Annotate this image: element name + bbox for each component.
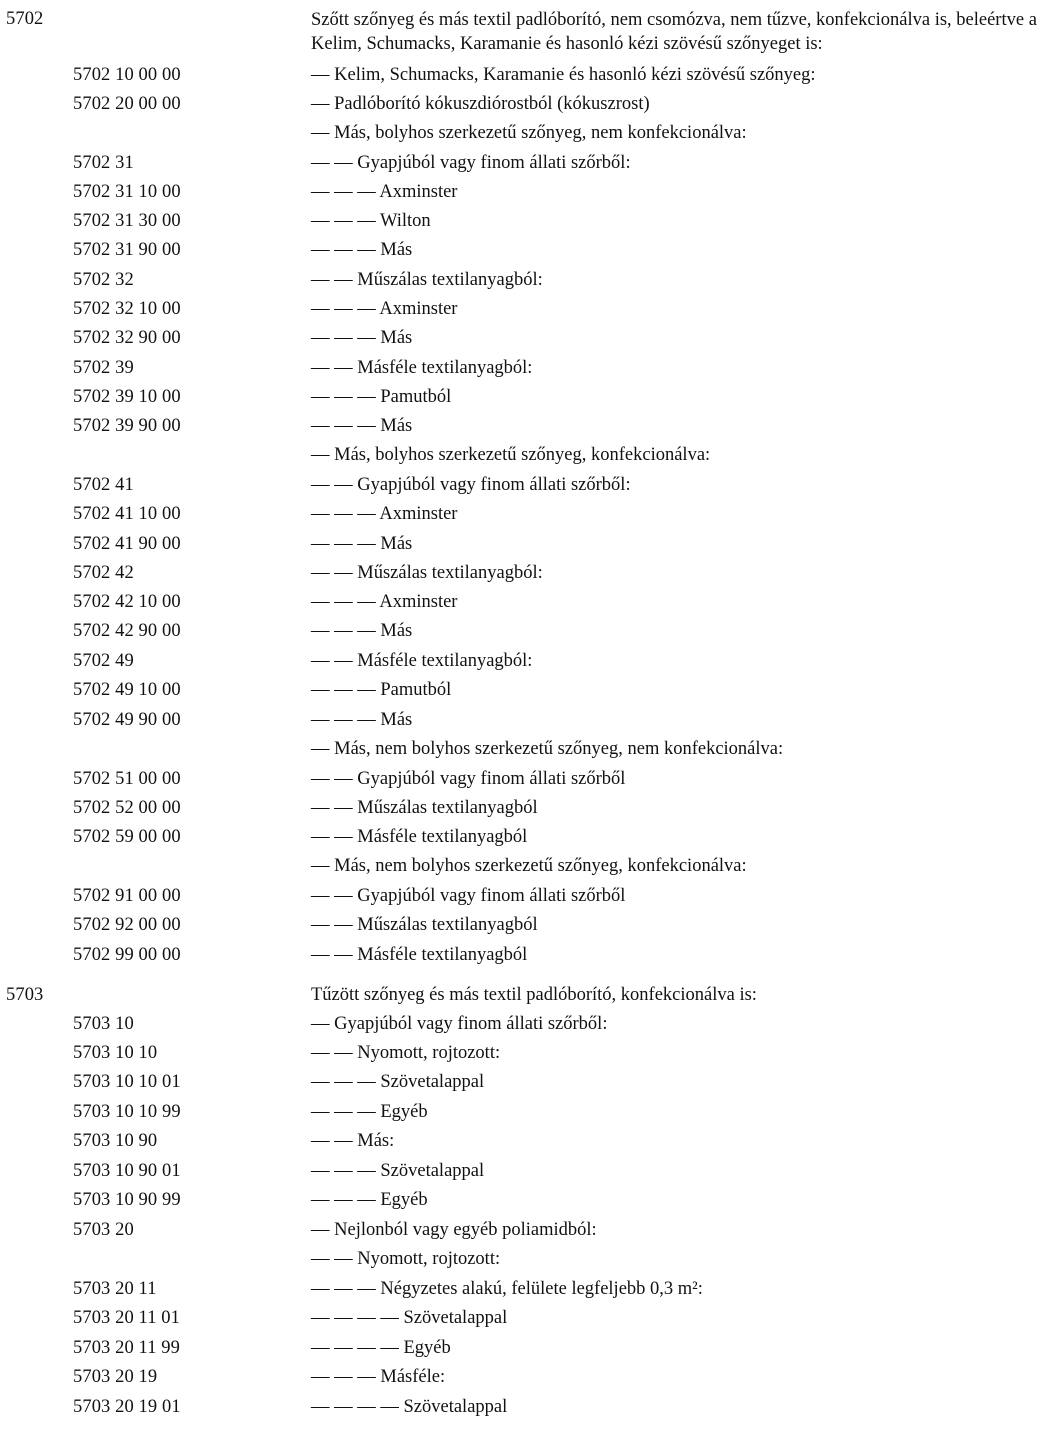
tariff-description: — — — — Szövetalappal — [311, 1308, 508, 1328]
tariff-description: — — — Más — [311, 416, 413, 436]
tariff-description: — — — — Egyéb — [311, 1338, 451, 1358]
tariff-description: — — Gyapjúból vagy finom állati szőrből: — [311, 475, 631, 495]
heading-code: 5703 — [6, 985, 44, 1005]
tariff-description: — — — Más — [311, 621, 413, 641]
tariff-description: — — Gyapjúból vagy finom állati szőrből — [311, 886, 626, 906]
tariff-row — [0, 591, 1056, 620]
tariff-row — [0, 885, 1056, 914]
tariff-description: — — Másféle textilanyagból — [311, 827, 528, 847]
heading-description: Tűzött szőnyeg és más textil padlóborító, konfekcionálva is: — [311, 985, 757, 1005]
tariff-description: — — Más: — [311, 1131, 395, 1151]
tariff-code: 5702 20 00 00 — [73, 94, 181, 114]
tariff-description: — — — Axminster — [311, 299, 458, 319]
tariff-row — [0, 1307, 1056, 1336]
tariff-description: — — — Más — [311, 328, 413, 348]
tariff-code: 5702 42 90 00 — [73, 621, 181, 641]
tariff-row — [0, 298, 1056, 327]
tariff-code: 5703 10 90 — [73, 1131, 158, 1151]
tariff-code: 5702 49 10 00 — [73, 680, 181, 700]
tariff-code: 5703 10 10 01 — [73, 1072, 181, 1092]
tariff-row — [0, 269, 1056, 298]
tariff-description: — — Másféle textilanyagból — [311, 945, 528, 965]
tariff-description: — — — Más — [311, 534, 413, 554]
tariff-description: — — — Wilton — [311, 211, 431, 231]
tariff-row — [0, 1160, 1056, 1189]
tariff-row — [0, 1248, 1056, 1277]
tariff-row — [0, 1042, 1056, 1071]
tariff-row — [0, 1071, 1056, 1100]
tariff-description: — — Másféle textilanyagból: — [311, 358, 533, 378]
tariff-code: 5702 31 — [73, 153, 134, 173]
tariff-code: 5703 20 11 99 — [73, 1338, 180, 1358]
tariff-code: 5702 99 00 00 — [73, 945, 181, 965]
tariff-description: — — Műszálas textilanyagból: — [311, 270, 543, 290]
tariff-description: — — Nyomott, rojtozott: — [311, 1249, 501, 1269]
tariff-description: — Más, bolyhos szerkezetű szőnyeg, konfekcionálva: — [311, 445, 711, 465]
tariff-description: — — — — Szövetalappal — [311, 1397, 508, 1417]
tariff-description: — — — Szövetalappal — [311, 1072, 485, 1092]
tariff-row — [0, 738, 1056, 767]
tariff-description: — Nejlonból vagy egyéb poliamidból: — [311, 1220, 597, 1240]
tariff-description: — — Műszálas textilanyagból: — [311, 563, 543, 583]
tariff-description: — — — Axminster — [311, 504, 458, 524]
heading-description: Szőtt szőnyeg és más textil padlóborító, nem csomózva, nem tűzve, konfekcionálva is, beleértve a Kelim, Schumacks, Karamanie és hasonló kézi szövésű szőnyeget is: — [311, 10, 1037, 54]
tariff-code: 5702 10 00 00 — [73, 65, 181, 85]
tariff-description: — — Nyomott, rojtozott: — [311, 1043, 501, 1063]
tariff-description: — — — Axminster — [311, 182, 458, 202]
tariff-code: 5703 20 11 01 — [73, 1308, 180, 1328]
tariff-code: 5702 51 00 00 — [73, 769, 181, 789]
tariff-row — [0, 797, 1056, 826]
tariff-description: — — Műszálas textilanyagból — [311, 798, 538, 818]
tariff-code: 5702 52 00 00 — [73, 798, 181, 818]
tariff-row — [0, 1130, 1056, 1159]
heading-row — [0, 8, 1056, 54]
tariff-code: 5702 91 00 00 — [73, 886, 181, 906]
tariff-row — [0, 327, 1056, 356]
tariff-description: — — — Egyéb — [311, 1190, 428, 1210]
tariff-description: — — — Másféle: — [311, 1367, 446, 1387]
tariff-description: — — Gyapjúból vagy finom állati szőrből — [311, 769, 626, 789]
tariff-row — [0, 709, 1056, 738]
tariff-row — [0, 1366, 1056, 1395]
tariff-row — [0, 533, 1056, 562]
tariff-row — [0, 1013, 1056, 1042]
tariff-description: — — — Egyéb — [311, 1102, 428, 1122]
tariff-code: 5702 39 90 00 — [73, 416, 181, 436]
tariff-description: — — — Négyzetes alakú, felülete legfeljebb 0,3 m²: — [311, 1279, 703, 1299]
tariff-row — [0, 620, 1056, 649]
tariff-description: — — — Szövetalappal — [311, 1161, 485, 1181]
tariff-code: 5702 41 90 00 — [73, 534, 181, 554]
tariff-code: 5702 32 — [73, 270, 134, 290]
tariff-code: 5702 39 10 00 — [73, 387, 181, 407]
tariff-row — [0, 679, 1056, 708]
tariff-description: — Más, nem bolyhos szerkezetű szőnyeg, konfekcionálva: — [311, 856, 747, 876]
tariff-row — [0, 415, 1056, 444]
tariff-code: 5702 32 10 00 — [73, 299, 181, 319]
tariff-row — [0, 64, 1056, 93]
tariff-description: — — — Pamutból — [311, 387, 452, 407]
tariff-code: 5703 20 19 — [73, 1367, 158, 1387]
tariff-code: 5703 10 90 01 — [73, 1161, 181, 1181]
tariff-description: — — — Pamutból — [311, 680, 452, 700]
tariff-row — [0, 650, 1056, 679]
tariff-row — [0, 357, 1056, 386]
tariff-code: 5702 41 10 00 — [73, 504, 181, 524]
tariff-code: 5703 20 — [73, 1220, 134, 1240]
tariff-code: 5702 32 90 00 — [73, 328, 181, 348]
tariff-code: 5702 31 10 00 — [73, 182, 181, 202]
tariff-code: 5703 10 10 99 — [73, 1102, 181, 1122]
tariff-code: 5702 42 — [73, 563, 134, 583]
tariff-row — [0, 768, 1056, 797]
tariff-row — [0, 152, 1056, 181]
tariff-code: 5702 31 30 00 — [73, 211, 181, 231]
tariff-row — [0, 93, 1056, 122]
tariff-code: 5703 10 — [73, 1014, 134, 1034]
tariff-description: — Más, nem bolyhos szerkezetű szőnyeg, nem konfekcionálva: — [311, 739, 784, 759]
tariff-code: 5702 39 — [73, 358, 134, 378]
tariff-description: — — Másféle textilanyagból: — [311, 651, 533, 671]
tariff-code: 5702 42 10 00 — [73, 592, 181, 612]
tariff-description: — — Műszálas textilanyagból — [311, 915, 538, 935]
tariff-code: 5703 10 90 99 — [73, 1190, 181, 1210]
tariff-description: — Padlóborító kókuszdiórostból (kókuszrost) — [311, 94, 650, 114]
tariff-description: — Gyapjúból vagy finom állati szőrből: — [311, 1014, 608, 1034]
tariff-row — [0, 944, 1056, 973]
tariff-code: 5703 20 11 — [73, 1279, 157, 1299]
tariff-row — [0, 826, 1056, 855]
tariff-row — [0, 1396, 1056, 1425]
tariff-code: 5702 49 — [73, 651, 134, 671]
tariff-row — [0, 1219, 1056, 1248]
tariff-row — [0, 474, 1056, 503]
tariff-description: — Kelim, Schumacks, Karamanie és hasonló kézi szövésű szőnyeg: — [311, 65, 816, 85]
tariff-code: 5703 10 10 — [73, 1043, 158, 1063]
tariff-row — [0, 239, 1056, 268]
tariff-description: — — Gyapjúból vagy finom állati szőrből: — [311, 153, 631, 173]
tariff-code: 5703 20 19 01 — [73, 1397, 181, 1417]
tariff-row — [0, 855, 1056, 884]
heading-row — [0, 984, 1056, 1013]
tariff-row — [0, 503, 1056, 532]
tariff-row — [0, 1189, 1056, 1218]
tariff-row — [0, 1278, 1056, 1307]
tariff-code: 5702 41 — [73, 475, 134, 495]
tariff-code: 5702 92 00 00 — [73, 915, 181, 935]
tariff-row — [0, 386, 1056, 415]
tariff-code: 5702 31 90 00 — [73, 240, 181, 260]
tariff-description: — — — Axminster — [311, 592, 458, 612]
tariff-description: — Más, bolyhos szerkezetű szőnyeg, nem konfekcionálva: — [311, 123, 747, 143]
tariff-row — [0, 181, 1056, 210]
tariff-row — [0, 1337, 1056, 1366]
tariff-row — [0, 914, 1056, 943]
tariff-row — [0, 562, 1056, 591]
tariff-description: — — — Más — [311, 240, 413, 260]
heading-code: 5702 — [6, 9, 44, 29]
tariff-row — [0, 210, 1056, 239]
tariff-code: 5702 49 90 00 — [73, 710, 181, 730]
tariff-row — [0, 444, 1056, 473]
tariff-row — [0, 1101, 1056, 1130]
tariff-description: — — — Más — [311, 710, 413, 730]
tariff-row — [0, 122, 1056, 151]
tariff-code: 5702 59 00 00 — [73, 827, 181, 847]
